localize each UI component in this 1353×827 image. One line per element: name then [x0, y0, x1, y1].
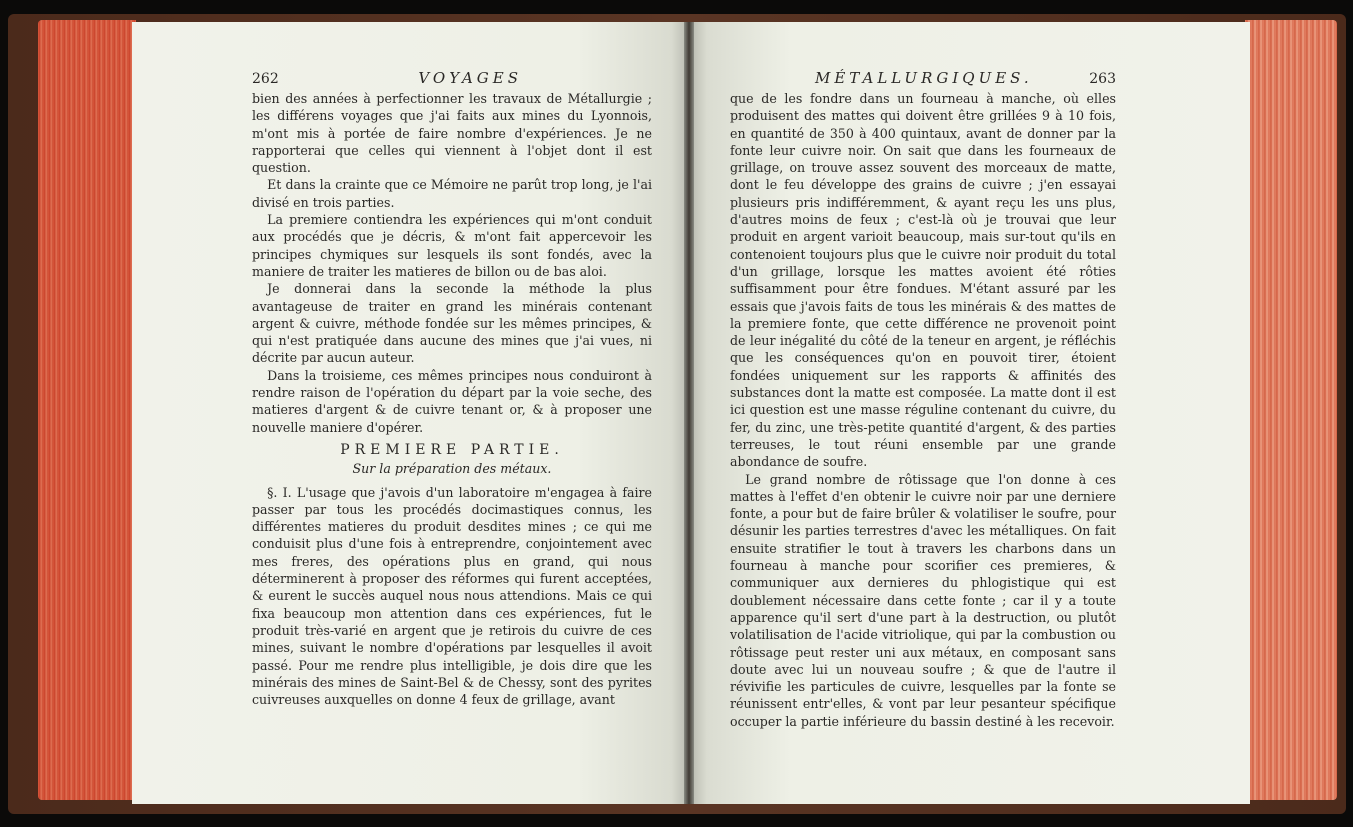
right-page-text: [730, 70, 1116, 730]
page-edges-left: [38, 20, 136, 800]
section-title: PREMIERE PARTIE.: [340, 441, 564, 458]
right-running-head: [730, 70, 1116, 90]
running-title: VOYAGES: [418, 69, 522, 87]
running-title: MÉTALLURGIQUES.: [815, 69, 1033, 87]
section-subtitle: Sur la préparation des métaux.: [352, 461, 552, 477]
left-running-head: [252, 70, 652, 90]
page-number: 262: [252, 71, 279, 87]
left-page-text: [252, 70, 652, 708]
page-edges-right: [1245, 20, 1337, 800]
paragraph: La premiere contiendra les expériences qui m'ont conduit aux procédés que je décris, & m'ont fait appercevoir les principes chymiques sur lesquels ils sont fondés, avec la maniere de traiter les matieres de billon ou de bas aloi.: [252, 212, 652, 279]
paragraph: Le grand nombre de rôtissage que l'on donne à ces mattes à l'effet d'en obtenir le cuivre noir par une derniere fonte, a pour but de faire brûler & volatiliser le soufre, pour désunir les parties terrestres d'avec les métalliques. On fait ensuite stratifier le tout à travers les charbons dans un fourneau à manche pour scorifier ces premieres, & communiquer aux dernieres du phlogistique qui est doublement nécessaire dans cette fonte ; car il y a toute apparence qu'il sert d'une part à la destruction, ou plutôt volatilisation de l'acide vitriolique, qui par la combustion ou rôtissage peut rester uni aux métaux, en composant sans doute avec lui un nouveau soufre ; & que de l'autre il révivifie les particules de cuivre, lesquelles par la fonte se réunissent entr'elles, & vont par leur pesanteur spécifique occuper la partie inférieure du bassin destiné à les recevoir.: [730, 471, 1116, 729]
page-number: 263: [1089, 71, 1116, 87]
paragraph: que de les fondre dans un fourneau à manche, où elles produisent des mattes qui doivent être grillées 9 à 10 fois, en quantité de 350 à 400 quintaux, avant de donner par la fonte leur cuivre noir. On sait que dans les fourneaux de grillage, on trouve assez souvent des morceaux de matte, dont le feu développe des grains de cuivre ; j'en essayai plusieurs pris indifféremment, & ayant reçu les uns plus, d'autres moins de feux ; c'est-là où je trouvai que leur produit en argent varioit beaucoup, mais sur-tout qu'ils en contenoient toujours plus que le cuivre noir produit du total d'un grillage, lorsque les mattes avoient été rôties suffisamment pour être fondues. M'étant assuré par les essais que j'avois faits de tous les minérais & des mattes de la premiere fonte, que cette différence ne provenoit point de leur inégalité du côté de la teneur en argent, je réfléchis que les conséquences qu'on en pouvoit tirer, étoient fondées uniquement sur les rapports & affinités des substances dont la matte est composée. La matte dont il est ici question est une masse réguline contenant du cuivre, du fer, du zinc, une très-petite quantité d'argent, & des parties terreuses, le tout réuni ensemble par une grande abondance de soufre.: [730, 91, 1116, 470]
paragraph: §. I. L'usage que j'avois d'un laboratoire m'engagea à faire passer par tous les procédés docimastiques connus, les différentes matieres du produit desdites mines ; ce qui me conduisit plus d'une fois à entreprendre, conjointement avec mes freres, des opérations plus en grand, qui nous déterminerent à proposer des réformes qui furent acceptées, & eurent le succès auquel nous nous attendions. Mais ce qui fixa beaucoup mon attention dans ces expériences, fut le produit très-varié en argent que je retirois du cuivre de ces mines, suivant le nombre d'opérations par lesquelles il avoit passé. Pour me rendre plus intelligible, je dois dire que les minérais des mines de Saint-Bel & de Chessy, sont des pyrites cuivreuses auxquelles on donne 4 feux de grillage, avant: [252, 484, 652, 708]
paragraph: Et dans la crainte que ce Mémoire ne parût trop long, je l'ai divisé en trois parties.: [252, 177, 652, 210]
paragraph: bien des années à perfectionner les travaux de Métallurgie ; les différens voyages que j'ai faits aux mines du Lyonnois, m'ont mis à portée de faire nombre d'expériences. Je ne rapporterai que celles qui viennent à l'objet dont il est question.: [252, 91, 652, 176]
paragraph: Je donnerai dans la seconde la méthode la plus avantageuse de traiter en grand les minérais contenant argent & cuivre, méthode fondée sur les mêmes principes, & qui n'est pratiquée dans aucune des mines que j'ai vues, ni décrite par aucun auteur.: [252, 281, 652, 366]
book-gutter: [684, 22, 694, 804]
paragraph: Dans la troisieme, ces mêmes principes nous conduiront à rendre raison de l'opération du départ par la voie seche, des matieres d'argent & de cuivre tenant or, & à proposer une nouvelle maniere d'opérer.: [252, 367, 652, 435]
